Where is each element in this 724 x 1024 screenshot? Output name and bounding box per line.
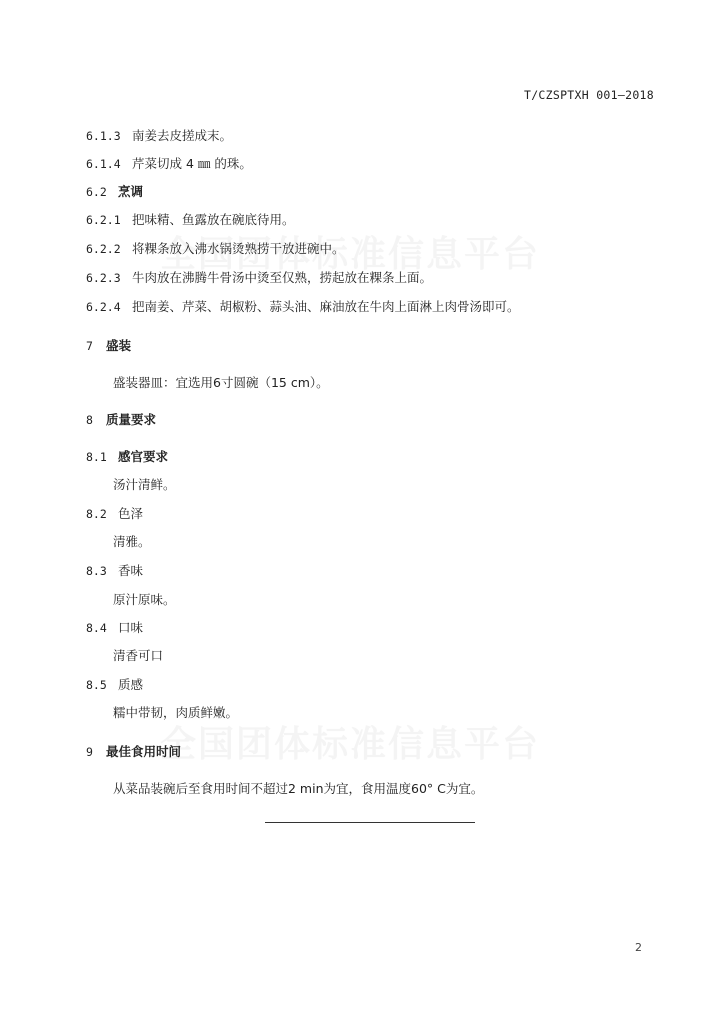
clause-number: 8.4 [86, 621, 107, 635]
clause-number: 8.2 [86, 507, 107, 521]
clause-8-4 [86, 618, 143, 636]
clause-text: 口味 [118, 620, 144, 635]
clause-text: 把南姜、芹菜、胡椒粉、蒜头油、麻油放在牛肉上面淋上肉骨汤即可。 [132, 299, 520, 314]
clause-number: 8.3 [86, 564, 107, 578]
clause-6-2-3 [86, 268, 432, 286]
clause-text: 清雅。 [113, 534, 151, 549]
end-rule [265, 822, 475, 823]
clause-number: 6.1.3 [86, 129, 121, 143]
clause-text: 把味精、鱼露放在碗底待用。 [132, 212, 295, 227]
clause-text: 最佳食用时间 [106, 744, 182, 759]
clause-number: 6.2.3 [86, 271, 121, 285]
clause-number: 7 [86, 339, 93, 353]
clause-8-5 [86, 675, 143, 693]
clause-text: 原汁原味。 [113, 592, 176, 607]
clause-8 [86, 410, 156, 428]
clause-6-1-3 [86, 126, 232, 144]
clause-body-text [113, 532, 151, 550]
clause-text: 感官要求 [118, 449, 169, 464]
clause-text: 色泽 [118, 506, 144, 521]
clause-number: 6.2 [86, 185, 107, 199]
clause-number: 8 [86, 413, 93, 427]
clause-6-2-4 [86, 297, 520, 315]
clause-text: 盛装 [106, 338, 132, 353]
clause-number: 9 [86, 745, 93, 759]
clause-text: 南姜去皮搓成末。 [132, 128, 233, 143]
document-code: T/CZSPTXH 001—2018 [523, 88, 654, 102]
clause-8-3 [86, 561, 143, 579]
clause-6-1-4 [86, 154, 252, 172]
clause-text: 香味 [118, 563, 144, 578]
clause-6-2 [86, 182, 143, 200]
clause-body-text [113, 475, 176, 493]
clause-body-text [113, 590, 176, 608]
clause-text: 质感 [118, 677, 144, 692]
clause-6-2-1 [86, 210, 295, 228]
clause-body-text [113, 779, 483, 797]
clause-number: 6.2.1 [86, 213, 121, 227]
clause-text: 从菜品装碗后至食用时间不超过2 min为宜，食用温度60° C为宜。 [113, 781, 484, 796]
clause-text: 芹菜切成 4 ㎜ 的珠。 [132, 156, 252, 171]
clause-number: 8.5 [86, 678, 107, 692]
clause-text: 烹调 [118, 184, 144, 199]
clause-8-1 [86, 447, 168, 465]
clause-7 [86, 336, 131, 354]
clause-8-2 [86, 504, 143, 522]
clause-text: 糯中带韧，肉质鲜嫩。 [113, 705, 239, 720]
clause-text: 牛肉放在沸腾牛骨汤中烫至仅熟，捞起放在粿条上面。 [132, 270, 433, 285]
clause-number: 6.1.4 [86, 157, 121, 171]
clause-text: 质量要求 [106, 412, 157, 427]
clause-body-text [113, 373, 329, 391]
clause-number: 8.1 [86, 450, 107, 464]
clause-body-text [113, 703, 238, 721]
clause-number: 6.2.2 [86, 242, 121, 256]
page-number: 2 [635, 941, 642, 954]
clause-body-text [113, 646, 163, 664]
clause-text: 将粿条放入沸水锅烫熟捞干放进碗中。 [132, 241, 345, 256]
clause-text: 清香可口 [113, 648, 164, 663]
clause-6-2-2 [86, 239, 345, 257]
clause-text: 汤汁清鲜。 [113, 477, 176, 492]
clause-9 [86, 742, 181, 760]
clause-text: 盛装器皿：宜选用6寸圆碗（15 cm）。 [113, 375, 329, 390]
watermark-lower [160, 716, 540, 767]
clause-number: 6.2.4 [86, 300, 121, 314]
